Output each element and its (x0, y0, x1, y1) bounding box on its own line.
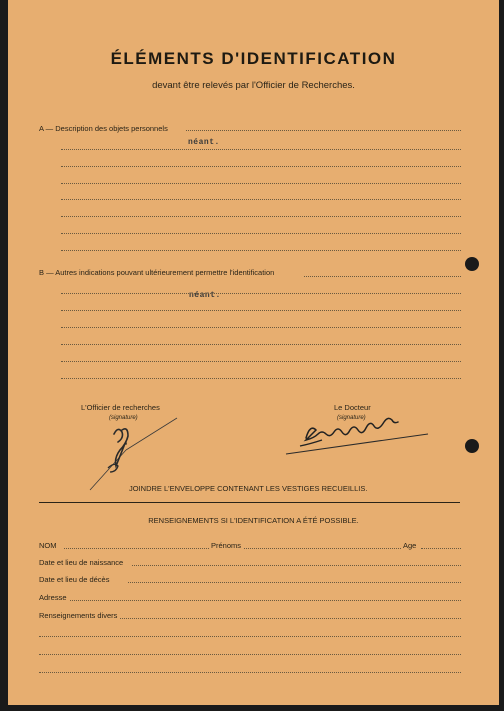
doctor-signature-caption: (signature) (337, 415, 366, 421)
misc-label: Renseignements divers (39, 611, 118, 620)
section-a-line (61, 233, 461, 234)
section-b-value: néant. (189, 291, 221, 300)
birth-line (132, 565, 461, 566)
section-a-line (61, 166, 461, 167)
section-b-line (61, 293, 461, 294)
punch-hole (465, 257, 479, 271)
identification-heading: RENSEIGNEMENTS SI L'IDENTIFICATION A ÉTÉ POSSIBLE. (148, 516, 359, 525)
death-label: Date et lieu de décès (39, 575, 110, 584)
section-a-line (61, 216, 461, 217)
section-a-label: A — Description des objets personnels (39, 124, 168, 133)
section-a-line (186, 130, 461, 131)
instruction-text: JOINDRE L'ENVELOPPE CONTENANT LES VESTIGES RECUEILLIS. (129, 484, 368, 493)
officer-label: L'Officier de recherches (81, 403, 160, 412)
section-b-line (304, 276, 461, 277)
nom-line (64, 548, 209, 549)
age-line (421, 548, 461, 549)
officer-signature-caption: (signature) (109, 415, 138, 421)
form-title: ÉLÉMENTS D'IDENTIFICATION (110, 49, 397, 68)
prenoms-line (244, 548, 401, 549)
section-b-label: B — Autres indications pouvant ultérieurement permettre l'identification (39, 268, 275, 277)
age-label: Age (403, 541, 417, 550)
section-b-line (61, 361, 461, 362)
section-b-line (61, 378, 461, 379)
section-a-value: néant. (188, 138, 220, 147)
section-a-line (61, 149, 461, 150)
form-page (8, 0, 499, 705)
address-line (70, 600, 461, 601)
section-b-line (61, 327, 461, 328)
form-subtitle: devant être relevés par l'Officier de Recherches. (152, 80, 355, 91)
section-b-line (61, 344, 461, 345)
nom-label: NOM (39, 541, 57, 550)
misc-line (39, 654, 461, 655)
misc-line (120, 618, 461, 619)
prenoms-label: Prénoms (211, 541, 242, 550)
doctor-signature (278, 416, 438, 458)
doctor-label: Le Docteur (334, 403, 371, 412)
section-a-line (61, 199, 461, 200)
address-label: Adresse (39, 593, 67, 602)
punch-hole (465, 439, 479, 453)
death-line (128, 582, 461, 583)
section-a-line (61, 183, 461, 184)
misc-line (39, 672, 461, 673)
divider (39, 502, 460, 503)
misc-line (39, 636, 461, 637)
section-a-line (61, 250, 461, 251)
section-b-line (61, 310, 461, 311)
birth-label: Date et lieu de naissance (39, 558, 124, 567)
